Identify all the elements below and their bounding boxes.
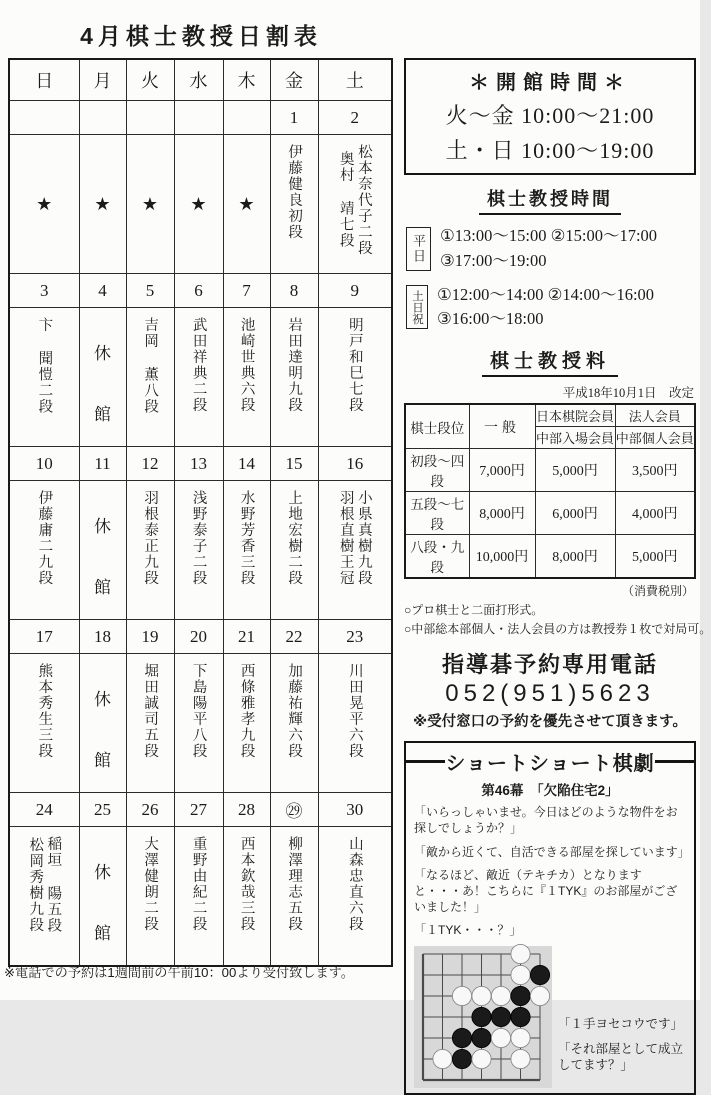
- comic-box: [404, 741, 696, 1095]
- info-panel: [404, 58, 711, 1095]
- comic-dialog-1: 「いらっしゃいませ。今日はどのような物件をお探しでしょうか？」: [414, 805, 678, 836]
- board-quote-2: 「それ部屋として成立してます？」: [558, 1042, 684, 1073]
- black-stone: [452, 1049, 471, 1068]
- instructor-cell: [126, 827, 174, 967]
- white-stone: [511, 1049, 530, 1068]
- instructor-cell-content: [224, 827, 270, 965]
- instructor-cell: [270, 308, 318, 447]
- heading-rule-left: [406, 760, 445, 763]
- day-header-cell: 土: [318, 59, 392, 101]
- instructor-cell-content: [175, 481, 223, 619]
- instructor-cell-content: [175, 135, 223, 273]
- instructor-cell: [126, 481, 174, 620]
- date-cell: 23: [318, 620, 392, 654]
- date-cell: 2: [318, 101, 392, 135]
- star-marker: ★: [238, 193, 255, 214]
- phone-block: [404, 648, 696, 731]
- instructor-cell-content: [224, 481, 270, 619]
- date-cell: 24: [9, 793, 79, 827]
- instructor-cell-content: [10, 827, 79, 965]
- white-stone: [491, 986, 510, 1005]
- go-board-area: [414, 946, 686, 1088]
- instructor-cell-content: [175, 308, 223, 446]
- comic-dialog-2: 「敵から近くて、自活できる部屋を探しています」: [414, 844, 690, 859]
- date-cell: 9: [318, 274, 392, 308]
- date-cell: 1: [270, 101, 318, 135]
- instructor-cell: [126, 654, 174, 793]
- instructor-cell: [9, 308, 79, 447]
- star-marker: ★: [141, 193, 159, 214]
- white-stone: [530, 986, 549, 1005]
- instructor-cell: [174, 481, 223, 620]
- fee-price-cell: 3,500円: [615, 449, 695, 492]
- instructor-name: 吉岡 薫八段: [142, 317, 159, 415]
- instructor-cell-content: [319, 135, 392, 273]
- instructor-cell-content: [80, 481, 126, 619]
- date-cell: [223, 101, 270, 135]
- instructor-cell: [270, 135, 318, 274]
- instructor-name: 小県真樹九段 羽根直樹王冠: [337, 490, 372, 586]
- instructor-name: 羽根泰正九段: [142, 490, 159, 586]
- instructor-cell: [79, 654, 126, 793]
- instructor-cell-content: [271, 481, 318, 619]
- date-cell: 27: [174, 793, 223, 827]
- fee-price-cell: 10,000円: [469, 535, 535, 579]
- day-header-cell: 水: [174, 59, 223, 101]
- instructor-cell: [318, 654, 392, 793]
- black-stone: [530, 965, 549, 984]
- fee-price-cell: 8,000円: [469, 492, 535, 535]
- instructor-cell-content: [127, 135, 174, 273]
- instructor-cell: [270, 827, 318, 967]
- instructor-cell: [223, 308, 270, 447]
- fee-price-cell: 6,000円: [535, 492, 615, 535]
- date-cell: 25: [79, 793, 126, 827]
- closed-char: 館: [94, 750, 111, 770]
- heading-rule-right: [655, 760, 694, 763]
- fee-row: [405, 449, 695, 492]
- opening-hours-title: ＊開館時間＊: [469, 72, 631, 94]
- weekday-times-row: [406, 224, 696, 274]
- instructor-cell-content: [10, 481, 79, 619]
- instructor-name: 重野由紀二段: [190, 836, 207, 932]
- instructor-name: 上地宏樹二段: [286, 490, 303, 586]
- instructor-row: [9, 654, 392, 793]
- instructor-cell-content: [127, 827, 174, 965]
- page-title: 4月棋士教授日割表: [80, 23, 322, 49]
- fees-notes: [404, 601, 711, 638]
- date-cell: ㉙: [270, 793, 318, 827]
- black-stone: [472, 1028, 491, 1047]
- instructor-cell-content: [224, 135, 270, 273]
- instructor-cell-content: [127, 308, 174, 446]
- instructor-cell: [9, 135, 79, 274]
- weekday-times: [440, 224, 657, 274]
- opening-hours-box: [404, 58, 696, 175]
- day-header-cell: 金: [270, 59, 318, 101]
- fee-row: [405, 535, 695, 579]
- instructor-cell: [79, 308, 126, 447]
- fee-price-cell: 5,000円: [535, 449, 615, 492]
- instructor-name: 伊藤庸二九段: [36, 490, 53, 586]
- instructor-name: 岩田達明九段: [286, 317, 303, 413]
- instructor-row: [9, 827, 392, 967]
- weekend-times-line2: ③16:00～18:00: [437, 309, 544, 329]
- date-cell: 13: [174, 447, 223, 481]
- day-header-cell: 火: [126, 59, 174, 101]
- fee-rank-cell: 五段～七段: [405, 492, 469, 535]
- fee-row: [405, 492, 695, 535]
- instructor-cell-content: [80, 308, 126, 446]
- instructor-cell: [270, 654, 318, 793]
- white-stone: [511, 965, 530, 984]
- date-cell: [9, 101, 79, 135]
- fees-col-general: 一般: [469, 404, 535, 449]
- date-row: [9, 447, 392, 481]
- instructor-cell-content: [175, 827, 223, 965]
- instructor-name: 明戸和巳七段: [346, 317, 363, 413]
- comic-episode: 第46幕 「欠陥住宅2」: [481, 783, 619, 799]
- date-cell: 19: [126, 620, 174, 654]
- white-stone: [511, 944, 530, 963]
- weekend-times-line1: ①12:00～14:00 ②14:00～16:00: [437, 284, 655, 304]
- instructor-cell: [9, 654, 79, 793]
- instructor-name: 卞 聞愷二段: [36, 317, 53, 415]
- comic-heading-text: ショートショート棋劇: [445, 753, 655, 776]
- instructor-cell-content: [271, 654, 318, 792]
- fees-col-rank: 棋士段位: [405, 404, 469, 449]
- instructor-cell-content: [80, 654, 126, 792]
- instructor-name: 柳澤理志五段: [286, 836, 303, 932]
- star-marker: ★: [190, 193, 207, 214]
- date-row: [9, 793, 392, 827]
- instructor-cell-content: [80, 135, 126, 273]
- instructor-name: 山森忠直六段: [346, 836, 363, 932]
- date-cell: 28: [223, 793, 270, 827]
- fees-col3-bottom: 中部入場会員: [535, 427, 615, 449]
- closed-char: 休: [94, 862, 111, 882]
- instructor-cell: [174, 308, 223, 447]
- instructor-row: [9, 308, 392, 447]
- date-row: [9, 620, 392, 654]
- weekday-times-line1: ①13:00～15:00 ②15:00～17:00: [440, 226, 658, 245]
- date-cell: 21: [223, 620, 270, 654]
- opening-hours-weekend: 土・日 10:00～19:00: [445, 138, 655, 163]
- instructor-cell: [318, 827, 392, 967]
- instructor-cell-content: [127, 654, 174, 792]
- fees-col4-top: 法人会員: [615, 404, 695, 427]
- closed-label: [94, 836, 111, 965]
- instructor-cell-content: [10, 654, 79, 792]
- instructor-cell: [223, 827, 270, 967]
- date-cell: 26: [126, 793, 174, 827]
- instructor-cell-content: [224, 308, 270, 446]
- instructor-cell: [174, 135, 223, 274]
- date-cell: [174, 101, 223, 135]
- fee-rank-cell: 八段・九段: [405, 535, 469, 579]
- instructor-name: 西條雅孝九段: [238, 663, 255, 759]
- fees-note-2: ○中部総本部個人・法人会員の方は教授券１枚で対局可。: [404, 621, 711, 636]
- weekend-label: 土日祝: [406, 285, 428, 329]
- date-row: [9, 274, 392, 308]
- date-cell: 22: [270, 620, 318, 654]
- instructor-cell: [223, 135, 270, 274]
- closed-char: 館: [94, 404, 111, 424]
- instructor-name: 熊本秀生三段: [36, 663, 53, 759]
- date-cell: 15: [270, 447, 318, 481]
- instructor-name: 西本欽哉三段: [238, 836, 255, 932]
- fees-col4-bottom: 中部個人会員: [615, 427, 695, 449]
- fees-note-1: ○プロ棋士と二面打形式。: [404, 603, 544, 617]
- opening-hours-weekday: 火～金 10:00～21:00: [445, 103, 655, 128]
- instructor-name: 堀田誠司五段: [142, 663, 159, 759]
- fees-revision-date: 平成18年10月1日 改定: [562, 386, 694, 400]
- closed-label: [94, 663, 111, 792]
- instructor-cell: [126, 135, 174, 274]
- teaching-hours-heading: 棋士教授時間: [479, 185, 621, 215]
- instructor-cell-content: [271, 135, 318, 273]
- fee-rank-cell: 初段～四段: [405, 449, 469, 492]
- instructor-name: 伊藤健良初段: [286, 144, 303, 240]
- fee-price-cell: 8,000円: [535, 535, 615, 579]
- date-cell: 16: [318, 447, 392, 481]
- instructor-name: 大澤健朗二段: [142, 836, 159, 932]
- closed-char: 館: [94, 923, 111, 943]
- weekend-times-row: [406, 283, 696, 333]
- black-stone: [511, 1007, 530, 1026]
- closed-label: [94, 490, 111, 619]
- white-stone: [472, 1049, 491, 1068]
- instructor-name: 加藤祐輝六段: [286, 663, 303, 759]
- black-stone: [511, 986, 530, 1005]
- board-quotes: [552, 946, 686, 1088]
- date-cell: 4: [79, 274, 126, 308]
- date-cell: 30: [318, 793, 392, 827]
- comic-dialog-4: 「１TYK・・・？」: [414, 923, 522, 938]
- comic-dialog-3: 「なるほど、敵近（テキチカ）となりますと・・・あ！こちらに『１TYK』のお部屋がございました！」: [414, 867, 678, 915]
- instructor-cell-content: [319, 481, 392, 619]
- date-cell: 17: [9, 620, 79, 654]
- fees-table: [404, 403, 696, 579]
- instructor-name: 松本奈代子二段 奥村 靖七段: [337, 144, 372, 256]
- phone-title: 指導碁予約専用電話: [441, 652, 658, 678]
- closed-char: 休: [94, 343, 111, 363]
- black-stone: [452, 1028, 471, 1047]
- weekday-label: 平日: [406, 227, 431, 271]
- instructor-cell-content: [224, 654, 270, 792]
- instructor-cell: [223, 654, 270, 793]
- instructor-cell: [174, 827, 223, 967]
- date-cell: 6: [174, 274, 223, 308]
- instructor-name: 浅野泰子二段: [190, 490, 207, 586]
- date-cell: 10: [9, 447, 79, 481]
- fee-price-cell: 7,000円: [469, 449, 535, 492]
- instructor-cell: [79, 135, 126, 274]
- date-cell: [126, 101, 174, 135]
- instructor-name: 下島陽平八段: [190, 663, 207, 759]
- phone-number: 052(951)5623: [445, 680, 655, 708]
- instructor-name: 川田晃平六段: [346, 663, 363, 759]
- instructor-cell-content: [319, 654, 392, 792]
- board-quote-1: 「１手ヨセコウです」: [558, 1016, 684, 1031]
- black-stone: [472, 1007, 491, 1026]
- date-cell: [79, 101, 126, 135]
- instructor-cell: [9, 827, 79, 967]
- instructor-row: [9, 135, 392, 274]
- instructor-name: 池崎世典六段: [238, 317, 255, 413]
- go-board-diagram: [414, 946, 552, 1088]
- instructor-cell: [174, 654, 223, 793]
- instructor-cell-content: [319, 827, 392, 965]
- instructor-cell: [9, 481, 79, 620]
- star-marker: ★: [94, 193, 111, 214]
- instructor-row: [9, 481, 392, 620]
- white-stone: [511, 1028, 530, 1047]
- instructor-name: 武田祥典二段: [190, 317, 207, 413]
- instructor-cell: [318, 481, 392, 620]
- weekday-times-line2: ③17:00～19:00: [440, 250, 547, 270]
- date-cell: 7: [223, 274, 270, 308]
- fee-price-cell: 4,000円: [615, 492, 695, 535]
- date-cell: 3: [9, 274, 79, 308]
- white-stone: [472, 986, 491, 1005]
- instructor-cell-content: [319, 308, 392, 446]
- day-header-cell: 木: [223, 59, 270, 101]
- instructor-cell-content: [10, 308, 79, 446]
- closed-label: [94, 317, 111, 446]
- instructor-cell-content: [271, 827, 318, 965]
- instructor-cell-content: [175, 654, 223, 792]
- black-stone: [491, 1007, 510, 1026]
- instructor-cell: [223, 481, 270, 620]
- instructor-cell-content: [10, 135, 79, 273]
- instructor-cell: [318, 135, 392, 274]
- instructor-cell-content: [127, 481, 174, 619]
- instructor-name: 水野芳香三段: [238, 490, 255, 586]
- date-cell: 12: [126, 447, 174, 481]
- instructor-name: 稲垣 陽五段 松岡秀樹九段: [27, 836, 62, 934]
- white-stone: [452, 986, 471, 1005]
- star-marker: ★: [36, 193, 53, 214]
- instructor-cell: [79, 827, 126, 967]
- instructor-cell-content: [80, 827, 126, 965]
- instructor-cell: [126, 308, 174, 447]
- date-cell: 20: [174, 620, 223, 654]
- date-cell: 14: [223, 447, 270, 481]
- day-header-row: [9, 59, 392, 101]
- date-cell: 5: [126, 274, 174, 308]
- white-stone: [491, 1028, 510, 1047]
- instructor-cell: [79, 481, 126, 620]
- white-stone: [433, 1049, 452, 1068]
- date-cell: 18: [79, 620, 126, 654]
- instructor-cell: [318, 308, 392, 447]
- day-header-cell: 日: [9, 59, 79, 101]
- date-row: [9, 101, 392, 135]
- closed-char: 休: [94, 516, 111, 536]
- phone-reservation-footnote: ※電話での予約は1週間前の午前10：00より受付致します。: [4, 965, 354, 980]
- comic-heading: [414, 747, 686, 776]
- tax-note: （消費税別）: [621, 584, 694, 598]
- fee-price-cell: 5,000円: [615, 535, 695, 579]
- phone-note: ※受付窓口の予約を優先させて頂きます。: [413, 714, 687, 731]
- date-cell: 11: [79, 447, 126, 481]
- closed-char: 館: [94, 577, 111, 597]
- fees-heading: 棋士教授料: [482, 346, 618, 377]
- weekend-times: [437, 283, 654, 333]
- instructor-cell-content: [271, 308, 318, 446]
- closed-char: 休: [94, 689, 111, 709]
- instructor-cell: [270, 481, 318, 620]
- day-header-cell: 月: [79, 59, 126, 101]
- fees-col3-top: 日本棋院会員: [535, 404, 615, 427]
- date-cell: 8: [270, 274, 318, 308]
- calendar-table: [8, 58, 393, 967]
